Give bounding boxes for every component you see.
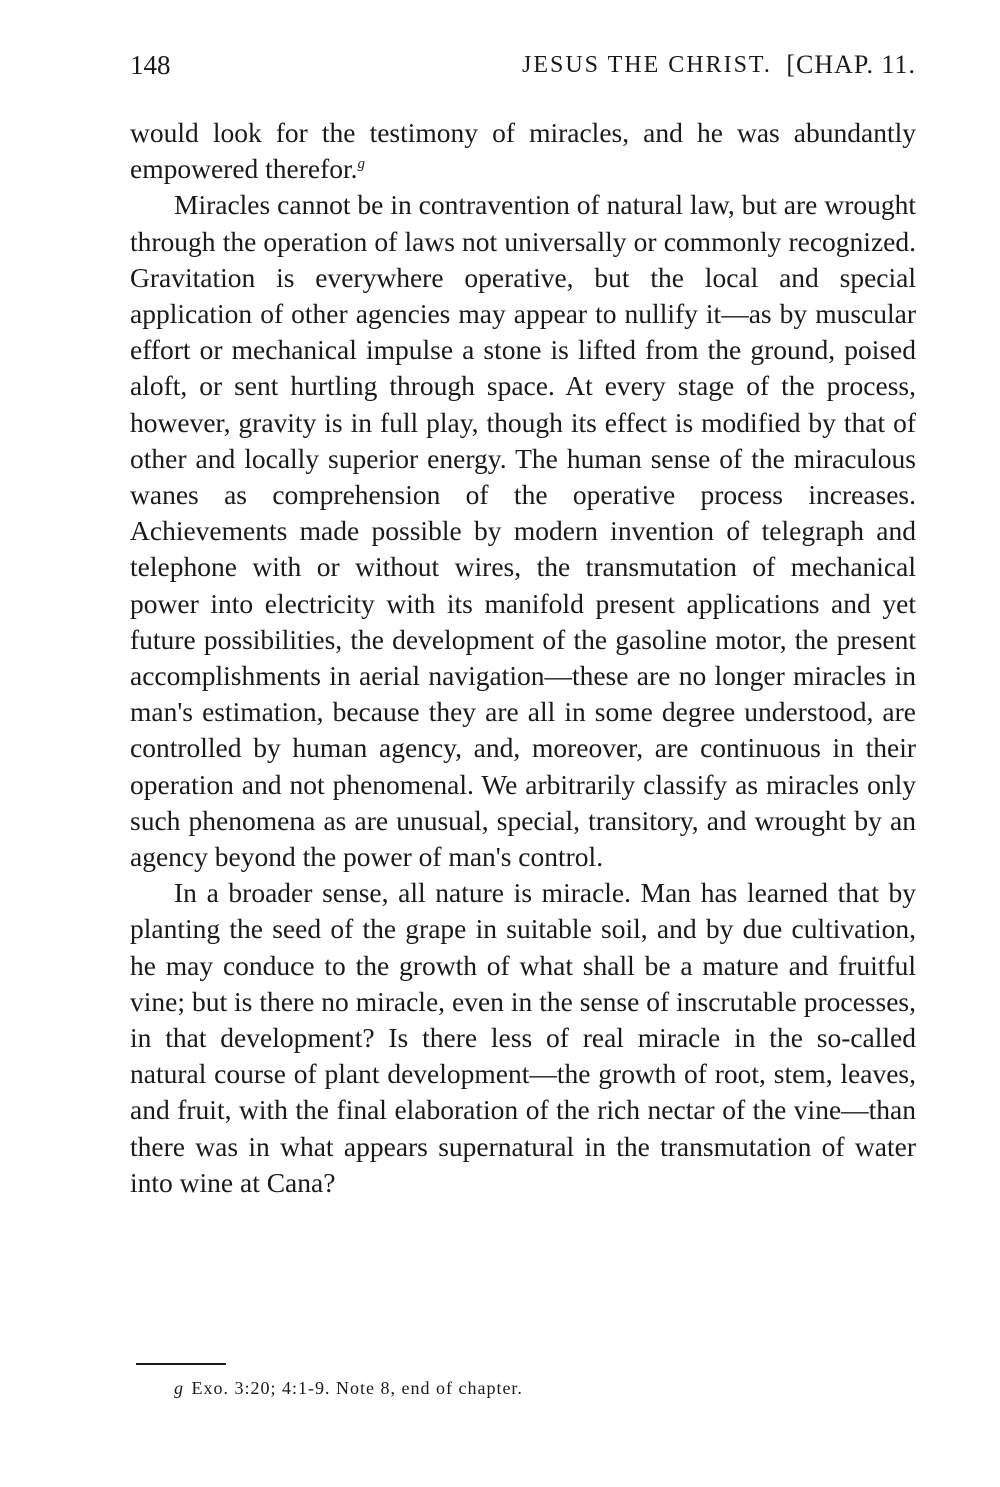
chapter-reference: [CHAP. 11. xyxy=(786,50,916,79)
body-text xyxy=(130,115,916,1201)
paragraph-continued xyxy=(130,115,916,187)
footnote-marker: g xyxy=(174,1378,184,1398)
footnote-text: Exo. 3:20; 4:1-9. Note 8, end of chapter. xyxy=(191,1378,523,1398)
paragraph-text: would look for the testimony of miracles, and he was abundantly empowered therefor. xyxy=(130,117,916,185)
page-number: 148 xyxy=(130,50,171,80)
paragraph-miracles-and-law: Miracles cannot be in contravention of natural law, but are wrought through the operation of laws not universally or commonly recognized. Gravitation is everywhere operative, but the local and special application of other agencies may appear to nullify it—as by muscular effort or mechanical impulse a stone is lifted from the ground, poised aloft, or sent hurtling through space. At every stage of the process, however, gravity is in full play, though its effect is modified by that of other and locally superior energy. The human sense of the miraculous wanes as comprehension of the operative process increases. Achievements made possible by modern invention of telegraph and telephone with or without wires, the transmutation of mechanical power into electricity with its manifold present applications and yet future possibilities, the development of the gasoline motor, the present accomplishments in aerial navigation—these are no longer miracles in man's estimation, because they are all in some degree understood, are controlled by human agency, and, moreover, are continuous in their operation and not phenomenal. We arbitrarily classify as miracles only such phenomena as are unusual, special, transitory, and wrought by an agency beyond the power of man's control. xyxy=(130,189,916,873)
book-title: JESUS THE CHRIST. xyxy=(522,52,772,78)
footnote-reference-marker: g xyxy=(357,156,366,173)
running-head xyxy=(130,50,916,86)
footnote-divider xyxy=(136,1363,226,1365)
paragraph-nature-is-miracle: In a broader sense, all nature is miracle. Man has learned that by planting the seed of the grape in suitable soil, and by due cultivation, he may conduce to the growth of what shall be a mature and fruitful vine; but is there no miracle, even in the sense of inscrutable processes, in that development? Is there less of real miracle in the so-called natural course of plant development—the growth of root, stem, leaves, and fruit, with the final elaboration of the rich nectar of the vine—than there was in what appears supernatural in the transmutation of water into wine at Cana? xyxy=(130,877,916,1198)
footnote xyxy=(174,1378,874,1399)
